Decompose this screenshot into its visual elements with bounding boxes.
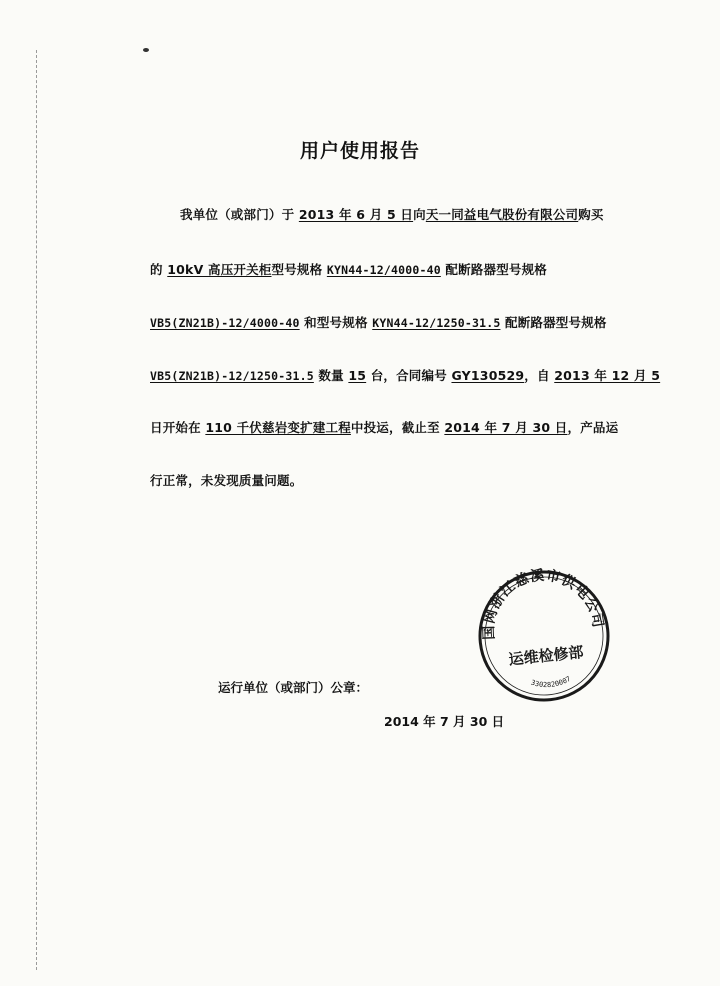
start-date: 2013 年 12 月 5 [554,368,661,383]
paragraph-line-6: 行正常，未发现质量问题。 [150,473,303,488]
binding-margin-line [36,50,37,970]
supplier-name: 天一同益电气股份有限公司 [425,207,579,222]
report-title: 用户使用报告 [299,140,420,162]
paragraph-line-5: 日开始在 110 千伏慈岩变扩建工程中投运，截止至 2014 年 7 月 30 日，产品运 [150,420,619,435]
paragraph-line-3: VB5(ZN21B)-12/4000-40 和型号规格 KYN44-12/1250-31.5 配断路器型号规格 [150,315,607,330]
quantity: 15 [348,368,367,383]
contract-number: GY130529 [451,368,525,383]
purchase-date: 2013 年 6 月 5 日 [298,207,414,222]
switchgear-model-2: KYN44-12/1250-31.5 [372,316,501,330]
scan-speck [143,48,149,52]
project-name: 110 千伏慈岩变扩建工程 [205,420,351,435]
breaker-model-1: VB5(ZN21B)-12/4000-40 [150,316,300,330]
seal-top-text: 国网浙江慈溪市供电公司 [481,567,606,640]
official-seal [474,566,614,706]
paragraph-line-1: 我单位（或部门）于 2013 年 6 月 5 日向天一同益电气股份有限公司购买 [180,207,604,222]
seal-center-text: 运维检修部 [507,643,585,669]
paragraph-line-2: 的 10kV 高压开关柜型号规格 KYN44-12/4000-40 配断路器型号规格 [150,262,547,277]
breaker-model-2: VB5(ZN21B)-12/1250-31.5 [150,369,314,383]
end-date: 2014 年 7 月 30 日 [444,420,568,435]
seal-serial-number: 3302820007 [529,674,573,690]
equipment-type: 10kV 高压开关柜 [167,262,272,277]
signature-label: 运行单位（或部门）公章： [218,680,369,695]
signature-date: 2014 年 7 月 30 日 [384,714,505,729]
paragraph-line-4: VB5(ZN21B)-12/1250-31.5 数量 15 台，合同编号 GY130529，自 2013 年 12 月 5 [150,368,661,383]
switchgear-model-1: KYN44-12/4000-40 [326,263,441,277]
